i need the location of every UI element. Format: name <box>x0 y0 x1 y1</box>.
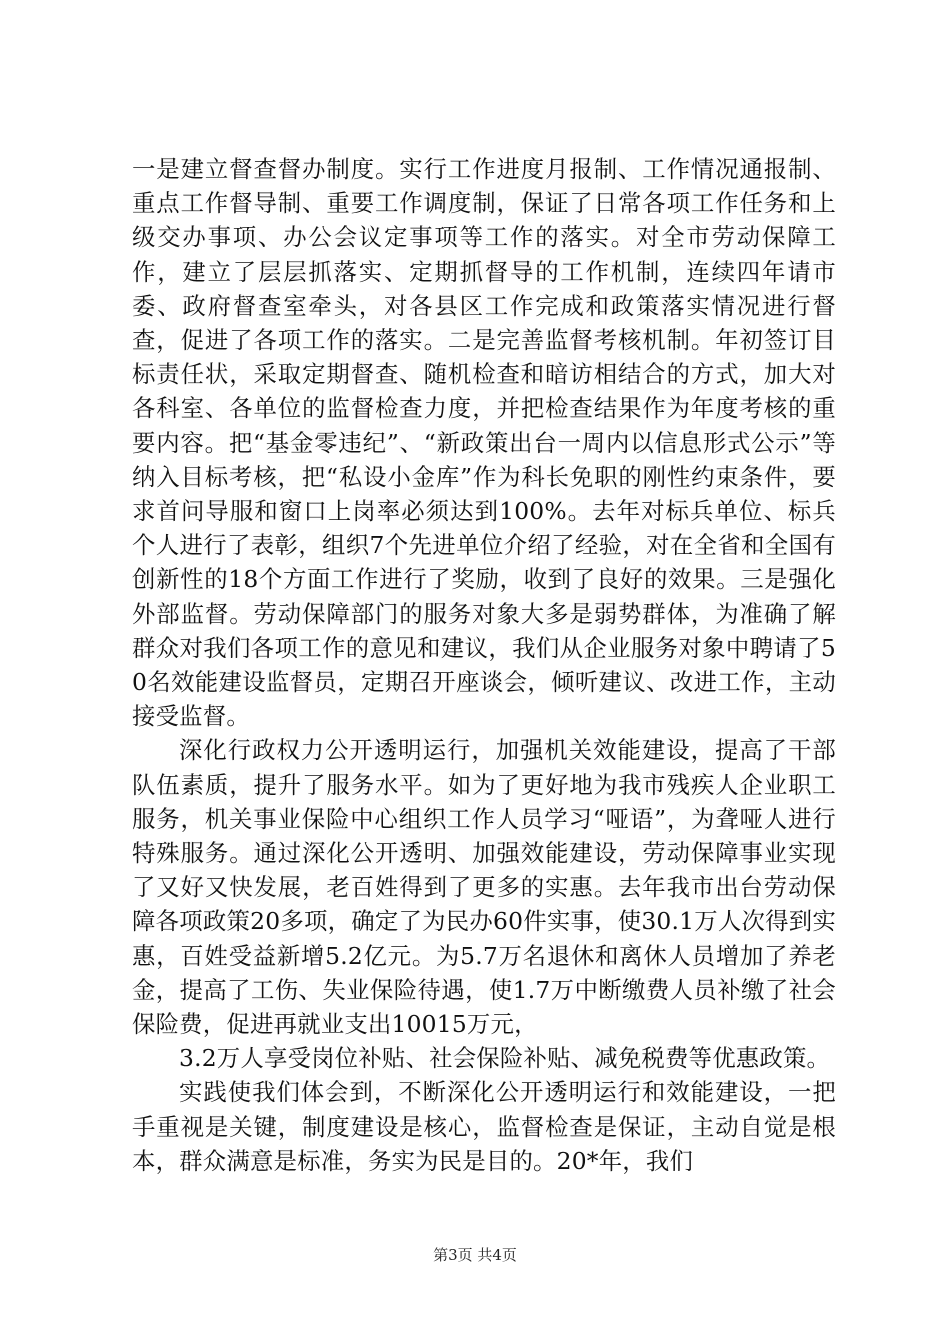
page-footer: 第3页 共4页 <box>433 1246 517 1264</box>
paragraph-transparency-efficiency: 深化行政权力公开透明运行，加强机关效能建设，提高了干部队伍素质，提升了服务水平。如为了更好地为我市残疾人企业职工服务，机关事业保险中心组织工作人员学习“哑语”，为聋哑人进行特殊服务。通过深化公开透明、加强效能建设，劳动保障事业实现了又好又快发展，老百姓得到了更多的实惠。去年我市出台劳动保障各项政策20多项，确定了为民办60件实事，使30.1万人次得到实惠，百姓受益新增5.2亿元。为5.7万名退休和离休人员增加了养老金，提高了工伤、失业保险待遇，使1.7万中断缴费人员补缴了社会保险费，促进再就业支出10015万元， <box>132 736 836 1039</box>
document-body <box>132 152 836 1178</box>
paragraph-experience-summary: 实践使我们体会到，不断深化公开透明运行和效能建设，一把手重视是关键，制度建设是核心，监督检查是保证，主动自觉是根本，群众满意是标准，务实为民是目的。20*年，我们 <box>132 1078 836 1175</box>
paragraph-supervision-mechanisms: 一是建立督查督办制度。实行工作进度月报制、工作情况通报制、重点工作督导制、重要工作调度制，保证了日常各项工作任务和上级交办事项、办公会议定事项等工作的落实。对全市劳动保障工作，建立了层层抓落实、定期抓督导的工作机制，连续四年请市委、政府督查室牵头，对各县区工作完成和政策落实情况进行督查，促进了各项工作的落实。二是完善监督考核机制。年初签订目标责任状，采取定期督查、随机检查和暗访相结合的方式，加大对各科室、各单位的监督检查力度，并把检查结果作为年度考核的重要内容。把“基金零违纪”、“新政策出台一周内以信息形式公示”等纳入目标考核，把“私设小金库”作为科长免职的刚性约束条件，要求首问导服和窗口上岗率必须达到100%。去年对标兵单位、标兵个人进行了表彰，组织7个先进单位介绍了经验，对在全省和全国有创新性的18个方面工作进行了奖励，收到了良好的效果。三是强化外部监督。劳动保障部门的服务对象大多是弱势群体，为准确了解群众对我们各项工作的意见和建议，我们从企业服务对象中聘请了50名效能建设监督员，定期召开座谈会，倾听建议、改进工作，主动接受监督。 <box>132 155 836 731</box>
paragraph-subsidy-policies: 3.2万人享受岗位补贴、社会保险补贴、减免税费等优惠政策。 <box>179 1044 831 1073</box>
